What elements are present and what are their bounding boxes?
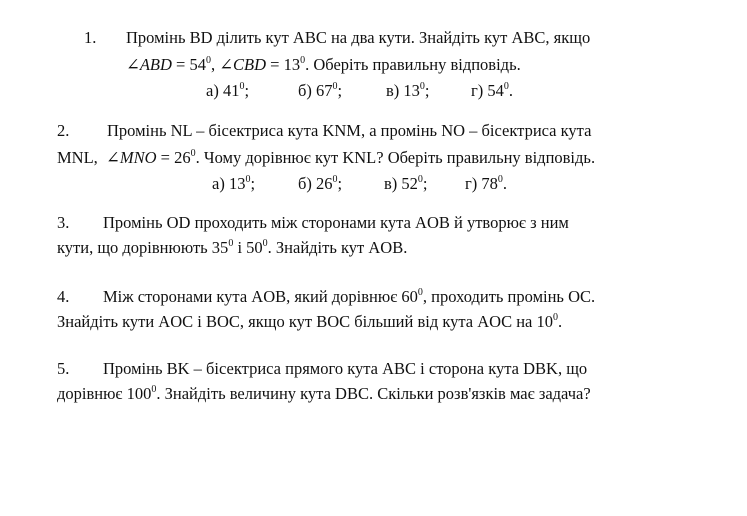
problem-4-text-line2 bbox=[57, 312, 562, 332]
degree-sup: 0 bbox=[332, 81, 338, 92]
degree-sup: 0 bbox=[239, 81, 245, 92]
option-suffix: ; bbox=[422, 174, 428, 193]
problem-1-text-tail: . Оберіть правильну відповідь. bbox=[305, 55, 521, 74]
problem-2-lead: MNL, bbox=[57, 148, 98, 167]
problem-1-option-a bbox=[206, 81, 249, 101]
problem-2-option-d bbox=[465, 174, 507, 194]
text-part: Знайдіть кути AOC і BOC, якщо кут BOC більший від кута AOC на 10 bbox=[57, 312, 553, 331]
text-part: дорівнює 100 bbox=[57, 384, 152, 403]
given-angle-abd: ABD bbox=[139, 55, 172, 74]
text-part: . bbox=[558, 312, 563, 331]
option-label: г) 78 bbox=[465, 174, 498, 193]
problem-2-number: 2. bbox=[57, 121, 70, 140]
degree-sup: 0 bbox=[205, 55, 211, 66]
problem-2-option-b bbox=[298, 174, 342, 194]
problem-3-text-line2 bbox=[57, 238, 407, 258]
problem-2-text-line1: Промінь NL – бісектриса кута KNM, а промінь NO – бісектриса кута bbox=[107, 121, 592, 140]
option-suffix: ; bbox=[337, 81, 343, 100]
given-angle-cbd: CBD bbox=[233, 55, 267, 74]
option-label: б) 67 bbox=[298, 81, 333, 100]
degree-sup: 0 bbox=[262, 238, 268, 249]
degree-sup: 0 bbox=[497, 174, 503, 185]
problem-1-option-c bbox=[386, 81, 430, 101]
degree-sup: 0 bbox=[332, 174, 338, 185]
option-suffix: . bbox=[502, 174, 508, 193]
problem-3-number: 3. bbox=[57, 213, 70, 232]
degree-sup: 0 bbox=[190, 148, 196, 159]
degree-sup: 0 bbox=[417, 174, 423, 185]
given-value-abd: = 54 bbox=[171, 55, 206, 74]
given-angle-mno: MNO bbox=[119, 148, 157, 167]
problem-2-option-a bbox=[212, 174, 255, 194]
degree-sup: 0 bbox=[151, 384, 157, 395]
problem-4-number: 4. bbox=[57, 287, 70, 306]
text-part: і 50 bbox=[233, 238, 263, 257]
problem-1-option-b bbox=[298, 81, 342, 101]
angle-symbol: ∠ bbox=[126, 55, 140, 74]
option-suffix: ; bbox=[424, 81, 430, 100]
option-label: в) 13 bbox=[386, 81, 420, 100]
problem-1-text-line2 bbox=[126, 55, 521, 75]
problem-5-text-line2 bbox=[57, 384, 591, 404]
option-suffix: ; bbox=[250, 174, 256, 193]
given-value-cbd: = 13 bbox=[266, 55, 301, 74]
degree-sup: 0 bbox=[300, 55, 306, 66]
problem-4-text-line1 bbox=[103, 287, 595, 307]
problem-1-text-line1: Промінь BD ділить кут ABC на два кути. Знайдіть кут ABC, якщо bbox=[126, 28, 591, 47]
option-label: а) 13 bbox=[212, 174, 246, 193]
option-suffix: . bbox=[508, 81, 514, 100]
problem-1-option-d bbox=[471, 81, 513, 101]
problem-1-number: 1. bbox=[84, 28, 97, 47]
degree-sup: 0 bbox=[245, 174, 251, 185]
problem-5-number: 5. bbox=[57, 359, 70, 378]
degree-sup: 0 bbox=[553, 312, 558, 323]
text-part: кути, що дорівнюють 35 bbox=[57, 238, 229, 257]
option-label: г) 54 bbox=[471, 81, 504, 100]
degree-sup: 0 bbox=[419, 81, 425, 92]
problem-2-option-c bbox=[384, 174, 428, 194]
text-part: . Знайдіть величину кута DBC. Скільки розв'язків має задача? bbox=[156, 384, 591, 403]
option-label: б) 26 bbox=[298, 174, 333, 193]
text-part: , проходить промінь OC. bbox=[422, 287, 596, 306]
problem-2-text-tail: . Чому дорівнює кут KNL? Оберіть правильну відповідь. bbox=[195, 148, 596, 167]
text-part: . Знайдіть кут AOB. bbox=[267, 238, 408, 257]
given-value-mno: = 26 bbox=[156, 148, 191, 167]
degree-sup: 0 bbox=[503, 81, 509, 92]
angle-symbol: ∠ bbox=[219, 55, 234, 74]
option-suffix: ; bbox=[244, 81, 250, 100]
degree-sup: 0 bbox=[417, 287, 423, 298]
option-label: а) 41 bbox=[206, 81, 240, 100]
text-part: Між сторонами кута AOB, який дорівнює 60 bbox=[103, 287, 418, 306]
option-label: в) 52 bbox=[384, 174, 418, 193]
problem-2-text-line2 bbox=[57, 148, 595, 168]
option-suffix: ; bbox=[337, 174, 343, 193]
degree-sup: 0 bbox=[228, 238, 234, 249]
problem-3-text-line1: Промінь OD проходить між сторонами кута AOB й утворює з ним bbox=[103, 213, 569, 232]
problem-5-text-line1: Промінь BK – бісектриса прямого кута ABC і сторона кута DBK, що bbox=[103, 359, 588, 378]
angle-symbol: ∠ bbox=[106, 148, 120, 167]
separator: , bbox=[210, 55, 220, 74]
